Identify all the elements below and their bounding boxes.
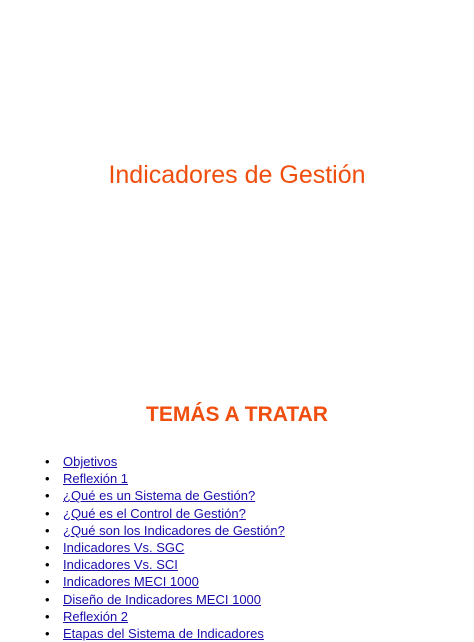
bullet-icon: • bbox=[45, 522, 50, 538]
topic-item-sistema-gestion bbox=[45, 487, 285, 504]
bullet-icon: • bbox=[45, 625, 50, 641]
slide-title: Indicadores de Gestión bbox=[108, 161, 366, 189]
topic-link-diseno-indicadores[interactable]: Diseño de Indicadores MECI 1000 bbox=[63, 591, 262, 607]
topic-link-indicadores-meci[interactable]: Indicadores MECI 1000 bbox=[63, 574, 199, 590]
topic-item-diseno-indicadores bbox=[45, 591, 285, 608]
topic-link-reflexion-1[interactable]: Reflexión 1 bbox=[63, 471, 129, 487]
topic-link-indicadores-gestion[interactable]: ¿Qué son los Indicadores de Gestión? bbox=[63, 522, 285, 538]
bullet-icon: • bbox=[45, 471, 50, 487]
bullet-icon: • bbox=[45, 454, 50, 469]
topic-item-reflexion-1 bbox=[45, 470, 285, 487]
topic-item-control-gestion bbox=[45, 505, 285, 522]
topic-link-etapas-sistema[interactable]: Etapas del Sistema de Indicadores bbox=[63, 625, 264, 641]
topic-item-indicadores-gestion bbox=[45, 522, 285, 539]
bullet-icon: • bbox=[45, 608, 50, 624]
bullet-icon: • bbox=[45, 539, 50, 555]
bullet-icon: • bbox=[45, 574, 50, 590]
topic-item-indicadores-sci bbox=[45, 556, 285, 573]
topic-list bbox=[45, 453, 285, 642]
topic-link-control-gestion[interactable]: ¿Qué es el Control de Gestión? bbox=[63, 505, 246, 521]
bullet-icon: • bbox=[45, 557, 50, 573]
topic-item-etapas-sistema bbox=[45, 625, 285, 642]
topic-link-reflexion-2[interactable]: Reflexión 2 bbox=[63, 608, 129, 624]
topic-link-objetivos[interactable]: Objetivos bbox=[63, 454, 118, 469]
bullet-icon: • bbox=[45, 591, 50, 607]
topic-link-sistema-gestion[interactable]: ¿Qué es un Sistema de Gestión? bbox=[63, 488, 256, 504]
section-title: TEMÁS A TRATAR bbox=[146, 403, 328, 426]
bullet-icon: • bbox=[45, 488, 50, 504]
topic-item-objetivos bbox=[45, 453, 285, 470]
topic-item-reflexion-2 bbox=[45, 608, 285, 625]
topic-item-indicadores-sgc bbox=[45, 539, 285, 556]
topic-link-indicadores-sci[interactable]: Indicadores Vs. SCI bbox=[63, 557, 178, 573]
topic-item-indicadores-meci bbox=[45, 573, 285, 590]
bullet-icon: • bbox=[45, 505, 50, 521]
topic-link-indicadores-sgc[interactable]: Indicadores Vs. SGC bbox=[63, 539, 185, 555]
